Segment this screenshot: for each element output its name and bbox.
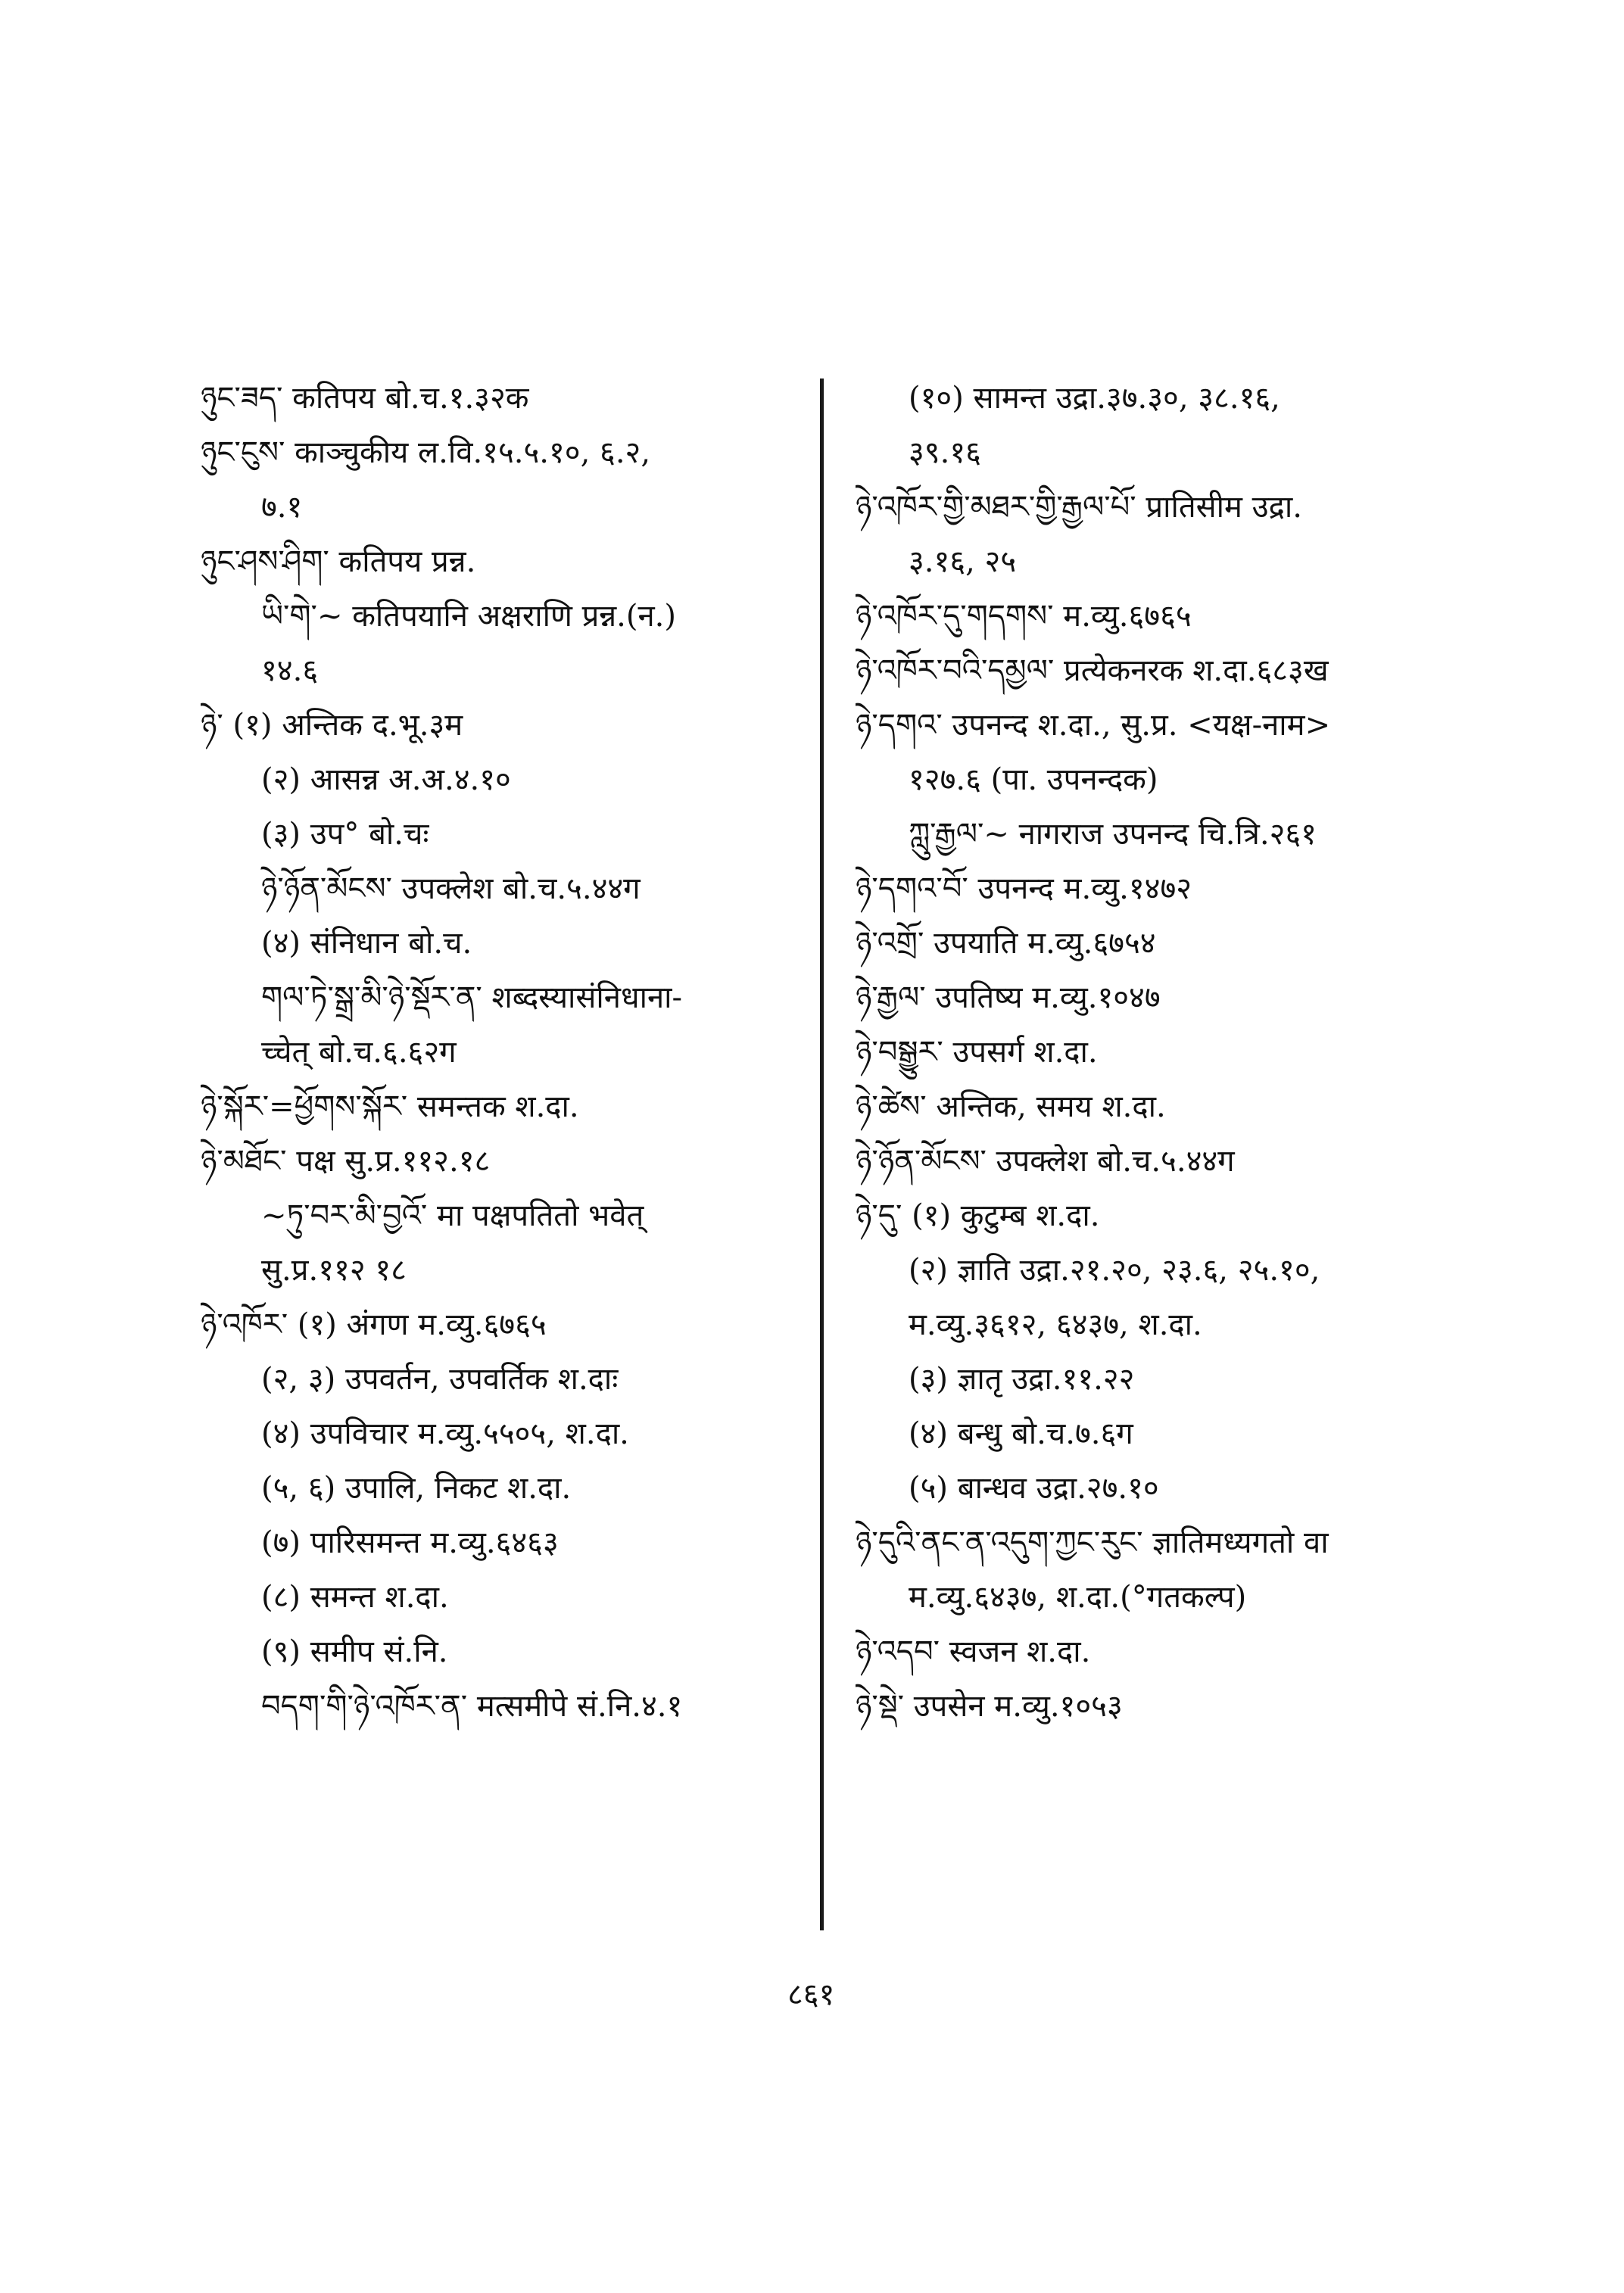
dictionary-line: ཉེ་འཁོར་གྱི་མཐར་གྱི་རྒྱལ་པོ་ प्रातिसीम उद्रा. (856, 490, 1302, 525)
right-column (856, 371, 1469, 1734)
column-divider (820, 379, 824, 1930)
dictionary-line: म.व्यु.३६१२, ६४३७, श.दा. (909, 1307, 1202, 1342)
dictionary-line: ཉེ་དུ་ (१) कुटुम्ब श.दा. (856, 1198, 1100, 1233)
dictionary-line: ३९.१६ (909, 435, 981, 470)
dictionary-line: ३.१६, २५ (909, 544, 1017, 579)
dictionary-line: (२) आसन्न अ.अ.४.१० (261, 762, 511, 797)
dictionary-line: ७.१ (261, 490, 303, 525)
dictionary-line: १२७.६ (पा. उपनन्दक) (909, 762, 1158, 797)
dictionary-line: ཉེ་འགྲོ་ उपयाति म.व्यु.६७५४ (856, 926, 1156, 961)
dictionary-line: ཉེ་སྡེ་ उपसेन म.व्यु.१०५३ (856, 1689, 1123, 1724)
dictionary-line: (८) समन्त श.दा. (261, 1580, 449, 1615)
dictionary-line: ཉེ་འདབ་ स्वजन श.दा. (856, 1634, 1091, 1669)
dictionary-line: ཉུང་ཤས་ཤིག་ कतिपय प्रन्न. (201, 544, 476, 579)
dictionary-line: ཉེ་སྐོར་=ཕྱོགས་སྐོར་ समन्तक श.दा. (201, 1089, 579, 1124)
dictionary-line: (४) बन्धु बो.च.७.६ग (909, 1416, 1133, 1451)
dictionary-line: ཉེ་དགའ་ उपनन्द श.दा., सु.प्र. <यक्ष-नाम> (856, 708, 1331, 743)
dictionary-line: ཉེ་རྒྱལ་ उपतिष्य म.व्यु.१०४७ (856, 980, 1161, 1015)
dictionary-line: ཉེ་མཐོང་ पक्ष सु.प्र.११२.१८ (201, 1144, 491, 1179)
dictionary-line: (७) पारिसमन्त म.व्यु.६४६३ (261, 1525, 559, 1560)
dictionary-line: ཉེ་ཉོན་མོངས་ उपक्लेश बो.च.५.४४ग (261, 871, 641, 906)
dictionary-line: ཡི་གེ་~ कतिपयानि अक्षराणि प्रन्न.(न.) (261, 599, 676, 634)
dictionary-line: म.व्यु.६४३७, श.दा.(°गतकल्प) (909, 1580, 1247, 1615)
dictionary-line: ཉེ་བསྒྱུར་ उपसर्ग श.दा. (856, 1035, 1098, 1070)
dictionary-line: च्चेत् बो.च.६.६२ग (261, 1035, 457, 1070)
dictionary-line: सु.प्र.११२ १८ (261, 1253, 407, 1288)
dictionary-line: ཉེ་དགའ་བོ་ उपनन्द म.व्यु.१४७२ (856, 871, 1192, 906)
dictionary-line: १४.६ (261, 653, 319, 688)
dictionary-line: ཉེ་ཉོན་མོངས་ उपक्लेश बो.च.५.४४ग (856, 1144, 1235, 1179)
dictionary-line: (३) उप° बो.चः (261, 817, 429, 852)
dictionary-line: (१०) सामन्त उद्रा.३७.३०, ३८.१६, (909, 381, 1280, 416)
dictionary-line: (२, ३) उपवर्तन, उपवर्तिक श.दाः (261, 1362, 619, 1397)
dictionary-line: ཉུང་ངུས་ काञ्चुकीय ल.वि.१५.५.१०, ६.२, (201, 435, 651, 470)
dictionary-line: ཉེ་འཁོར་ (१) अंगण म.व्यु.६७६५ (201, 1307, 547, 1342)
dictionary-line: བདག་གི་ཉེ་འཁོར་ན་ मत्समीपे सं.नि.४.१ (261, 1689, 683, 1724)
dictionary-line: (४) संनिधान बो.च. (261, 926, 472, 961)
left-column (201, 371, 806, 1734)
dictionary-line: ཉེ་འཁོར་དུ་གདགས་ म.व्यु.६७६५ (856, 599, 1192, 634)
dictionary-line: (४) उपविचार म.व्यु.५५०५, श.दा. (261, 1416, 629, 1451)
dictionary-line: ཉེ་ཚེས་ अन्तिक, समय श.दा. (856, 1089, 1166, 1124)
dictionary-line: ཉེ་ (१) अन्तिक द.भू.३म (201, 708, 463, 743)
dictionary-line: (३) ज्ञातृ उद्रा.११.२२ (909, 1362, 1135, 1397)
dictionary-line: ཉེ་འཁོར་བའི་དམྱལ་ प्रत्येकनरक श.दा.६८३ख (856, 653, 1329, 688)
dictionary-line: ཉུང་ཟད་ कतिपय बो.च.१.३२क (201, 381, 529, 416)
dictionary-line: ཉེ་དུའི་ནང་ན་འདུག་ཀྱང་རུང་ ज्ञातिमध्यगतो वा (856, 1525, 1329, 1560)
dictionary-line: (५) बान्धव उद्रा.२७.१० (909, 1471, 1159, 1506)
dictionary-line: གལ་ཏེ་སྒྲ་མི་ཉེ་སྡོར་ན་ शब्दस्यासंनिधाना- (261, 980, 683, 1015)
page-number: ८६१ (787, 1977, 835, 2012)
dictionary-line: (५, ६) उपालि, निकट श.दा. (261, 1471, 572, 1506)
dictionary-line: ~ཏུ་བར་མི་བྱའོ་ मा पक्षपतितो भवेत् (261, 1198, 644, 1233)
dictionary-line: ཀླུ་རྒྱལ་~ नागराज उपनन्द चि.त्रि.२६१ (909, 817, 1317, 852)
dictionary-line: (२) ज्ञाति उद्रा.२१.२०, २३.६, २५.१०, (909, 1253, 1320, 1288)
dictionary-line: (९) समीप सं.नि. (261, 1634, 448, 1669)
